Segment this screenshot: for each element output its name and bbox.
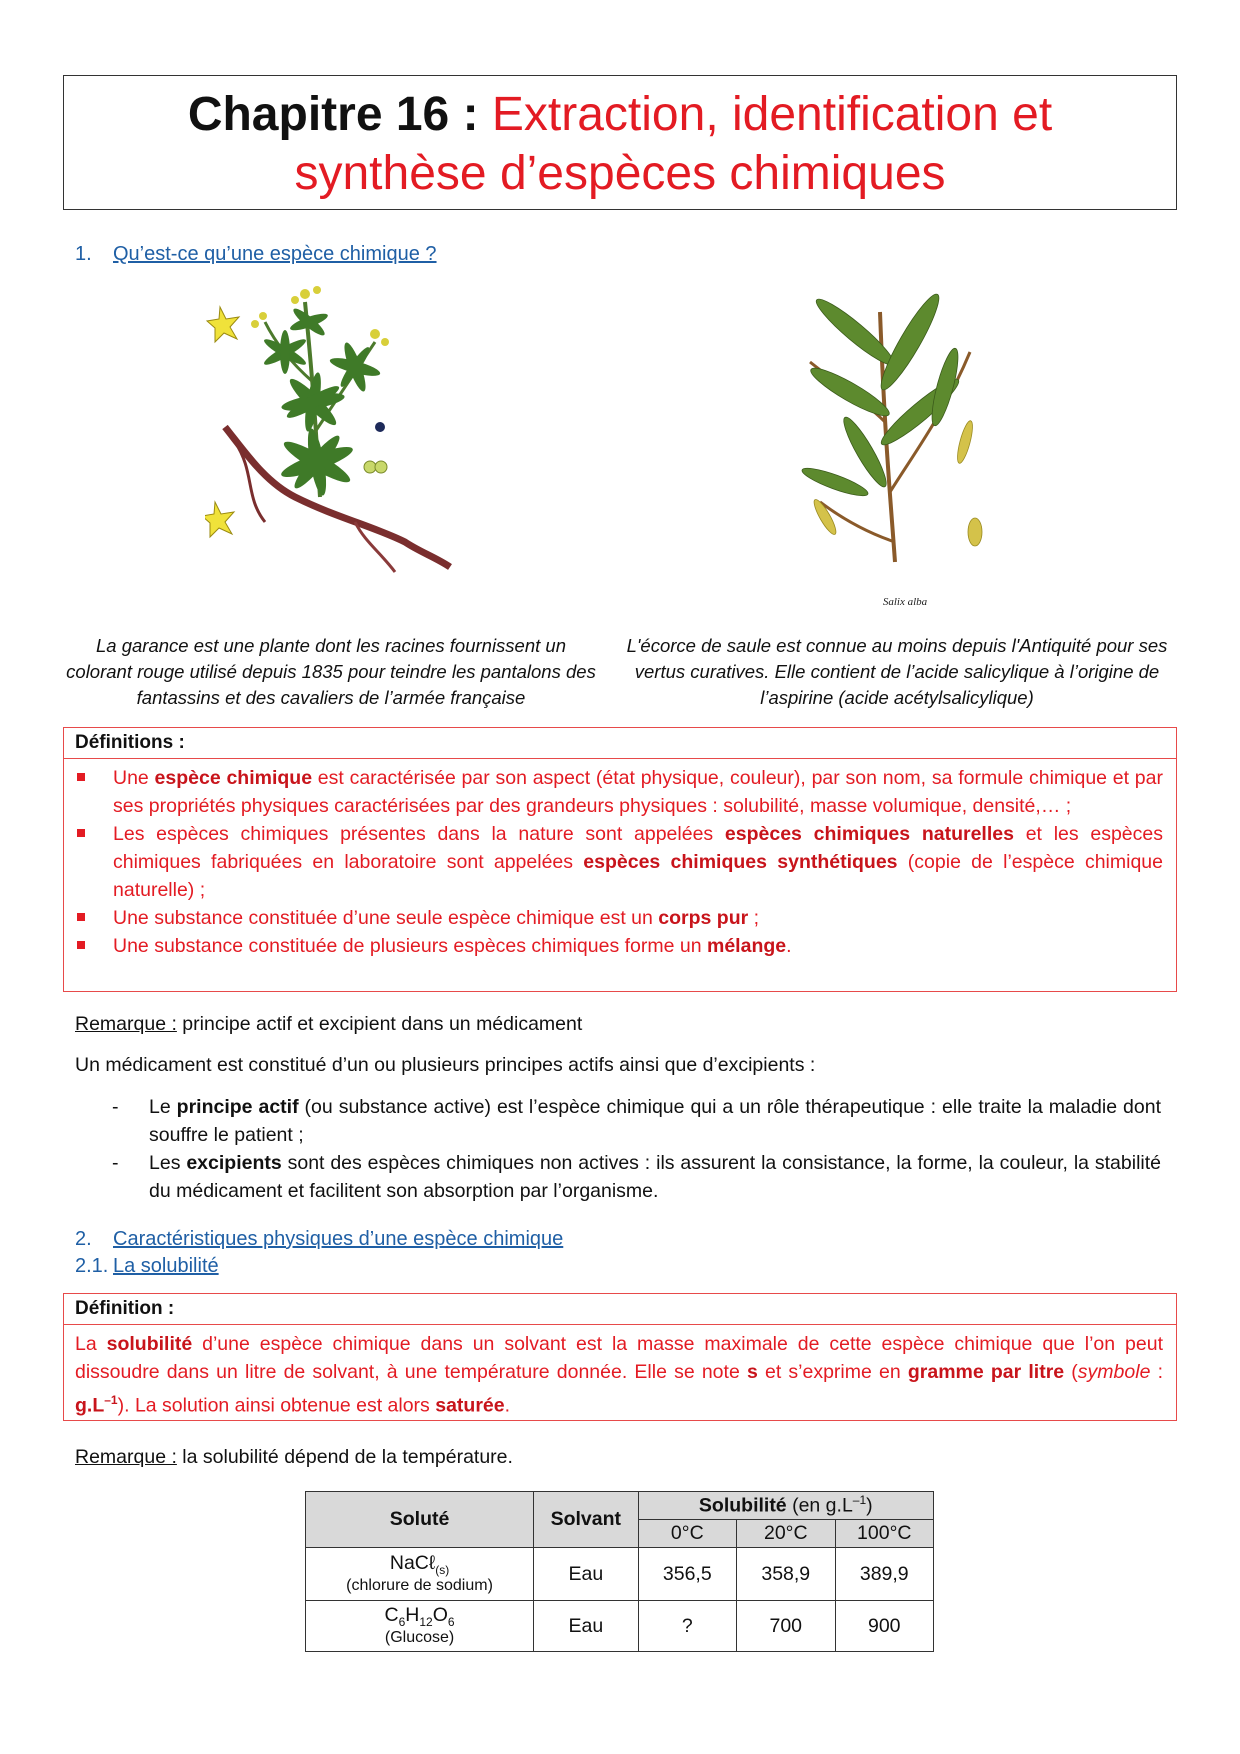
header-solubilite-bold: Solubilité: [698, 1494, 787, 1517]
med-text: Les: [149, 1152, 187, 1174]
bullet-square-icon: [77, 913, 85, 921]
solvant-cell: Eau: [534, 1548, 638, 1601]
chapter-title-part-2: synthèse d’espèces chimiques: [294, 147, 946, 200]
def-text: Une substance constituée d’une seule espèce chimique est un: [113, 907, 659, 929]
solute-cell: [306, 1601, 534, 1652]
section-1-number: 1.: [75, 243, 92, 265]
title-line-1: [64, 84, 1176, 146]
def-text: Une substance constituée de plusieurs espèces chimiques forme un: [113, 935, 707, 957]
def2-term: solubilité: [106, 1333, 193, 1355]
dash-bullet: -: [112, 1152, 119, 1174]
table-row: [306, 1601, 934, 1652]
med-text: sont des espèces chimiques non actives : ils assurent la consistance, la forme, la couleur, la stabilité du médicament et facilitent son absorption par l’organisme.: [149, 1152, 1161, 1202]
solute-formula: NaCℓ: [389, 1551, 436, 1574]
section-2-1-heading: [75, 1255, 219, 1278]
definition-item: [64, 904, 1176, 932]
header-temp: 20°C: [737, 1520, 835, 1548]
def2-text: La: [75, 1333, 107, 1355]
chapter-number: Chapitre 16 :: [187, 88, 492, 141]
def-term: corps pur: [658, 907, 749, 929]
value-cell: 700: [737, 1601, 835, 1652]
med-text: Le: [149, 1096, 177, 1118]
def2-sup: –1: [104, 1393, 118, 1407]
chapter-title-box: [63, 75, 1177, 210]
section-2-number: 2.: [75, 1228, 92, 1250]
saule-caption: L'écorce de saule est connue au moins depuis l'Antiquité pour ses vertus curatives. Elle contient de l’acide salicylique à l’origine de l’aspirine (acide acétylsalicylique): [626, 635, 1168, 708]
saule-plant-illustration: [795, 292, 1005, 582]
def-term: espèce chimique: [154, 767, 313, 789]
def2-term: saturée: [435, 1394, 505, 1417]
chapter-title-part-1: Extraction, identification et: [491, 88, 1053, 141]
solute-formula-glucose: $C_6H_{12}O_6$: [384, 1603, 455, 1629]
def-text: .: [786, 935, 792, 957]
value-cell: 358,9: [737, 1548, 835, 1601]
header-solubilite-unit: (en g.L: [786, 1494, 853, 1517]
section-2-label: Caractéristiques physiques d’une espèce chimique: [113, 1228, 564, 1250]
def2-text: .: [504, 1394, 511, 1417]
definition-solubility-header: Définition :: [64, 1294, 1176, 1325]
def-text: (copie de l’espèce chimique naturelle) ;: [113, 851, 1163, 901]
def-term: mélange: [707, 935, 787, 957]
header-solubilite-close: ): [866, 1494, 873, 1517]
solute-cell: [306, 1548, 534, 1601]
definition-item: [64, 932, 1176, 960]
def-text: Les espèces chimiques présentes dans la nature sont appelées: [113, 823, 725, 845]
section-1-label: Qu’est-ce qu’une espèce chimique ?: [113, 243, 437, 265]
solubility-table: [305, 1491, 934, 1652]
def2-text: d’une espèce chimique dans un solvant est la masse maximale de cette espèce chimique que l’on peut dissoudre dans un litre de solvant, à une température donnée. Elle se note: [75, 1333, 1163, 1383]
med-text: (ou substance active) est l’espèce chimique qui a un rôle thérapeutique : elle traite la maladie dont souffre le patient ;: [149, 1096, 1161, 1146]
med-item-excipients: [149, 1149, 1161, 1205]
remark-1-label: Remarque :: [75, 1013, 177, 1035]
value-cell: 389,9: [835, 1548, 934, 1601]
def2-term: g.L: [75, 1394, 105, 1417]
def-text: ;: [748, 907, 760, 929]
header-solvant: Solvant: [534, 1492, 638, 1548]
header-temp: 100°C: [835, 1520, 934, 1548]
def-text: et les espèces chimiques fabriquées en laboratoire sont appelées: [113, 823, 1163, 873]
section-2-1-label: La solubilité: [113, 1255, 219, 1277]
definition-item: [64, 764, 1176, 820]
remark-2-text: la solubilité dépend de la température.: [176, 1446, 513, 1468]
header-solubilite-sup: –1: [852, 1493, 867, 1508]
section-1-heading: [75, 243, 437, 266]
definitions-list: [64, 764, 1176, 960]
def2-text: :: [1150, 1361, 1163, 1383]
def2-text: ). La solution ainsi obtenue est alors: [117, 1394, 436, 1417]
value-cell: 900: [835, 1601, 934, 1652]
def2-term: s: [746, 1361, 758, 1383]
bullet-square-icon: [77, 773, 85, 781]
section-2-heading: [75, 1228, 563, 1251]
def2-text: et s’exprime en: [757, 1361, 908, 1383]
definition-solubility-box: [63, 1293, 1177, 1421]
definition-item: [64, 820, 1176, 904]
remark-2: [75, 1443, 513, 1471]
med-term: principe actif: [176, 1096, 299, 1118]
definition-solubility-text: [75, 1330, 1163, 1420]
salix-alba-caption-label: Salix alba: [882, 596, 928, 608]
def2-italic: symbole: [1077, 1361, 1151, 1383]
med-item-principe-actif: [149, 1093, 1161, 1149]
solute-formula-sub: (s): [435, 1562, 450, 1577]
med-term: excipients: [186, 1152, 282, 1174]
header-solubilite: [638, 1492, 933, 1520]
remark-1: [75, 1010, 582, 1038]
definitions-header: Définitions :: [64, 728, 1176, 759]
def-text: Une: [113, 767, 155, 789]
header-solute: Soluté: [306, 1492, 534, 1548]
solvant-cell: Eau: [534, 1601, 638, 1652]
solute-name: (chlorure de sodium): [346, 1577, 493, 1595]
solute-name: (Glucose): [384, 1629, 455, 1647]
value-cell: 356,5: [638, 1548, 736, 1601]
garance-caption: La garance est une plante dont les racines fournissent un colorant rouge utilisé depuis 1835 pour teindre les pantalons des fantassins et des cavaliers de l’armée française: [66, 635, 596, 708]
def-term: espèces chimiques naturelles: [724, 823, 1014, 845]
bullet-square-icon: [77, 941, 85, 949]
garance-plant-illustration: [205, 282, 455, 612]
def-text: est caractérisée par son aspect (état physique, couleur), par son nom, sa formule chimique et par ses propriétés physiques caractérisées par des grandeurs physiques : solubilité, masse volumique, densité,… ;: [113, 767, 1163, 817]
table-row: [306, 1548, 934, 1601]
header-temp: 0°C: [638, 1520, 736, 1548]
med-intro: Un médicament est constitué d’un ou plusieurs principes actifs ainsi que d’excipients :: [75, 1054, 816, 1076]
remark-1-text: principe actif et excipient dans un médicament: [176, 1013, 583, 1035]
section-2-1-number: 2.1.: [75, 1255, 109, 1277]
bullet-square-icon: [77, 829, 85, 837]
dash-bullet: -: [112, 1096, 119, 1118]
def2-term: gramme par litre: [907, 1361, 1065, 1383]
def2-text: (: [1064, 1361, 1078, 1383]
def-term: espèces chimiques synthétiques: [583, 851, 898, 873]
definitions-box: [63, 727, 1177, 992]
value-cell: ?: [638, 1601, 736, 1652]
remark-2-label: Remarque :: [75, 1446, 177, 1468]
